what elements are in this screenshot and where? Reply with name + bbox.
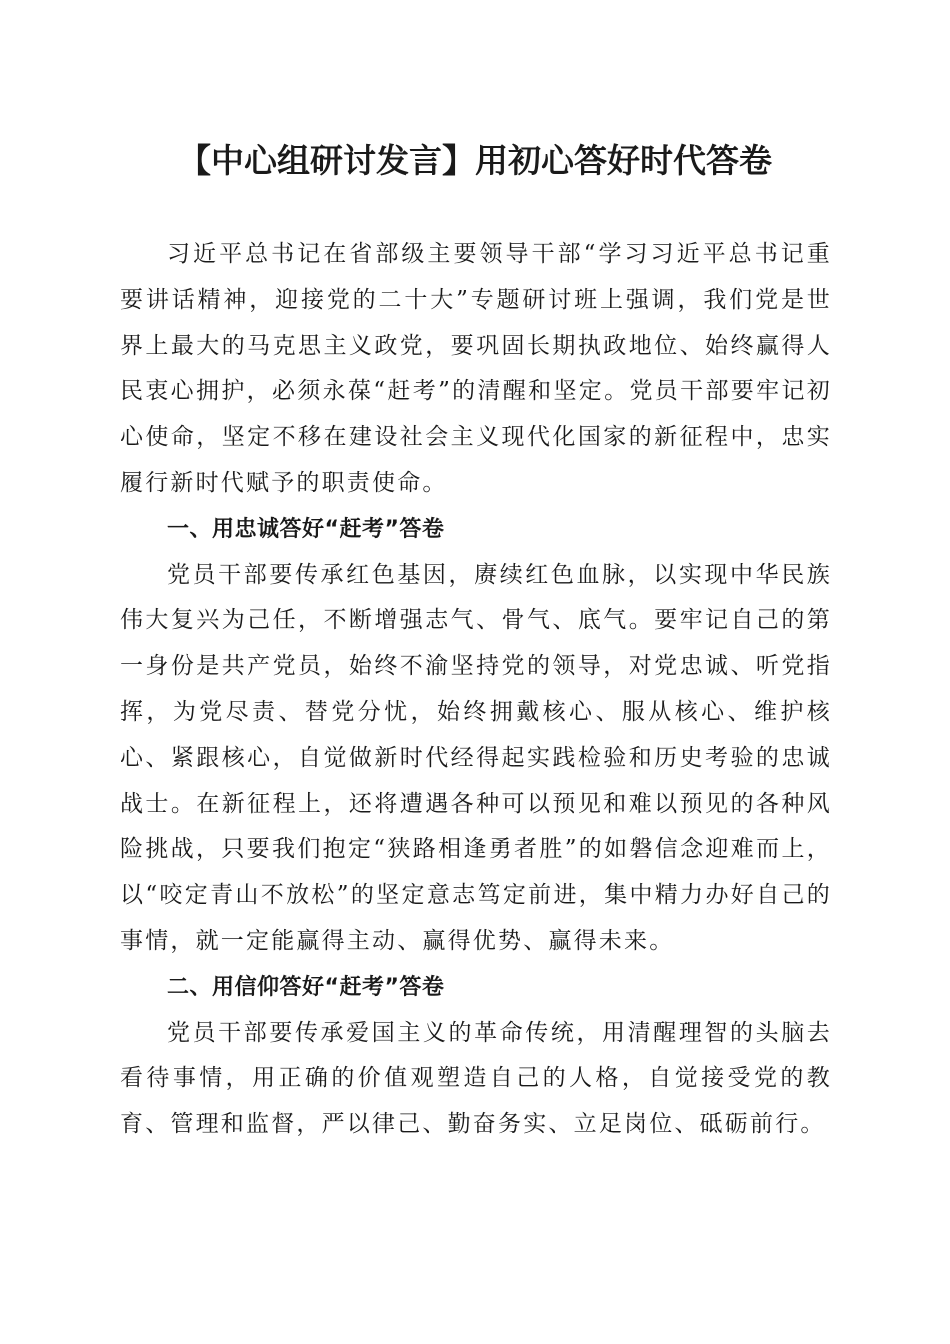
section-heading-1: 一、用忠诚答好“赶考”答卷 [167, 516, 445, 542]
section-heading-2: 二、用信仰答好“赶考”答卷 [167, 974, 445, 1000]
intro-paragraph: 习近平总书记在省部级主要领导干部“学习习近平总书记重要讲话精神，迎接党的二十大”专题研讨班上强调，我们党是世界上最大的马克思主义政党，要巩固长期执政地位、始终赢得人民衷心拥护，必须永葆“赶考”的清醒和坚定。党员干部要牢记初心使命，坚定不移在建设社会主义现代化国家的新征程中，忠实履行新时代赋予的职责使命。 [120, 241, 832, 496]
section-paragraph-1: 党员干部要传承红色基因，赓续红色血脉，以实现中华民族伟大复兴为己任，不断增强志气、骨气、底气。要牢记自己的第一身份是共产党员，始终不渝坚持党的领导，对党忠诚、听党指挥，为党尽责、替党分忧，始终拥戴核心、服从核心、维护核心、紧跟核心，自觉做新时代经得起实践检验和历史考验的忠诚战士。在新征程上，还将遭遇各种可以预见和难以预见的各种风险挑战，只要我们抱定“狭路相逢勇者胜”的如磐信念迎难而上，以“咬定青山不放松”的坚定意志笃定前进，集中精力办好自己的事情，就一定能赢得主动、赢得优势、赢得未来。 [120, 561, 832, 954]
document-title: 【中心组研讨发言】用初心答好时代答卷 [178, 141, 772, 180]
document-body [120, 232, 832, 1148]
section-paragraph-2: 党员干部要传承爱国主义的革命传统，用清醒理智的头脑去看待事情，用正确的价值观塑造自己的人格，自觉接受党的教育、管理和监督，严以律己、勤奋务实、立足岗位、砥砺前行。 [120, 1019, 832, 1138]
